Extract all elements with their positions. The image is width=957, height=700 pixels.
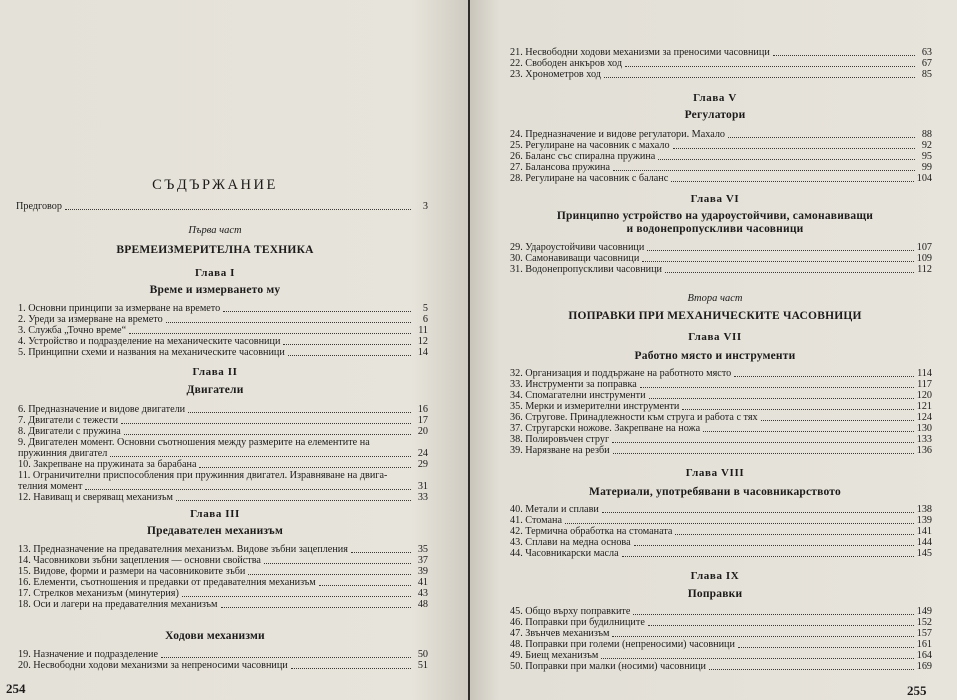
toc-entry-page: 130 [916, 423, 932, 434]
toc-entry-title: 41. Стомана [510, 515, 563, 526]
dot-leader [622, 548, 914, 557]
toc-entry [510, 412, 932, 423]
toc-entry-page: 139 [916, 515, 932, 526]
dot-leader [65, 201, 411, 210]
toc-entry-page: 39 [417, 566, 428, 577]
toc-entry-title: 7. Двигатели с тежести [18, 415, 119, 426]
toc-entry-title: 3. Служба „Точно време“ [18, 325, 127, 336]
toc-entry [18, 415, 428, 426]
toc-entry [510, 379, 932, 390]
dot-leader [85, 481, 411, 490]
toc-entry-page: 16 [417, 404, 428, 415]
toc-entry-title: 14. Часовникови зъбни зацепления — основни свойства [18, 555, 261, 566]
dot-leader [673, 140, 915, 149]
toc-entry [510, 661, 932, 672]
chapter-1-label: Глава I [194, 267, 236, 279]
toc-entry [18, 404, 428, 415]
toc-entry-title: 38. Полировъчен струг [510, 434, 610, 445]
toc-entry-title: 47. Звънчев механизъм [510, 628, 610, 639]
chapter-2-label: Глава II [192, 366, 238, 378]
toc-entry-title: 45. Общо върху поправките [510, 606, 631, 617]
toc-entry-page: 5 [422, 303, 428, 314]
toc-entry [510, 151, 932, 162]
toc-entry-title: 9. Двигателен момент. Основни съотношения между размерите на елементите на [18, 437, 370, 448]
dot-leader [248, 566, 411, 575]
toc-entry-title: 44. Часовникарски масла [510, 548, 619, 559]
toc-entry [510, 242, 932, 253]
dot-leader [161, 649, 411, 658]
chapter-3-title: Предавателен механизъм [146, 525, 283, 537]
toc-entry-page: 107 [916, 242, 932, 253]
toc-entry-page: 50 [417, 649, 428, 660]
toc-entry [510, 129, 932, 140]
toc-entry [510, 548, 932, 559]
toc-entry-page: 144 [916, 537, 932, 548]
toc-entry [510, 504, 932, 515]
toc-entry-title: 43. Сплави на медна основа [510, 537, 631, 548]
toc-entry-title: 48. Поправки при големи (непреносими) часовници [510, 639, 735, 650]
toc-entry [510, 628, 932, 639]
toc-entry-page: 149 [916, 606, 932, 617]
toc-entry [510, 639, 932, 650]
part-two-title: ПОПРАВКИ ПРИ МЕХАНИЧЕСКИТЕ ЧАСОВНИЦИ [568, 310, 862, 322]
toc-entry-title: 22. Свободен анкъров ход [510, 58, 623, 69]
toc-entry-title: 23. Хронометров ход [510, 69, 601, 80]
dot-leader [188, 404, 411, 413]
chapter-9-title: Поправки [687, 588, 743, 600]
toc-entry [18, 459, 428, 470]
toc-entry-title: 42. Термична обработка на стоманата [510, 526, 673, 537]
toc-entry [510, 526, 932, 537]
dot-leader [351, 544, 411, 553]
dot-leader [642, 253, 913, 262]
toc-entry-title: 13. Предназначение на предавателния механизъм. Видове зъбни зацепления [18, 544, 348, 555]
toc-entry-page: 124 [916, 412, 932, 423]
toc-entry [510, 47, 932, 58]
part-two-label: Втора част [687, 293, 743, 304]
toc-entry [18, 470, 428, 481]
dot-leader [110, 448, 411, 457]
dot-leader [121, 415, 411, 424]
chapter-5-label: Глава V [693, 92, 737, 104]
dot-leader [612, 628, 913, 637]
toc-entry-page: 136 [916, 445, 932, 456]
dot-leader [612, 434, 914, 443]
contents-title: СЪДЪРЖАНИЕ [152, 177, 278, 193]
dot-leader [602, 504, 914, 513]
toc-entry [18, 303, 428, 314]
dot-leader [738, 639, 914, 648]
dot-leader [682, 401, 913, 410]
toc-entry-title: 31. Водонепропускливи часовници [510, 264, 663, 275]
toc-entry-page: 33 [417, 492, 428, 503]
chapter-5-title: Регулатори [684, 109, 746, 121]
toc-entry-title: пружинния двигател [18, 448, 108, 459]
toc-entry [18, 649, 428, 660]
toc-entry-title: 24. Предназначение и видове регулатори. Махало [510, 129, 726, 140]
toc-entry [18, 599, 428, 610]
toc-entry-title: 26. Баланс със спирална пружина [510, 151, 656, 162]
dot-leader [671, 173, 913, 182]
toc-entry-page: 145 [916, 548, 932, 559]
dot-leader [613, 445, 914, 454]
toc-entry-title: телния момент [18, 481, 83, 492]
dot-leader [658, 151, 915, 160]
toc-entry [18, 588, 428, 599]
dot-leader [601, 650, 913, 659]
dot-leader [773, 47, 915, 56]
toc-entry-page: 20 [417, 426, 428, 437]
toc-entry-page: 99 [921, 162, 932, 173]
toc-entry-page: 121 [916, 401, 932, 412]
dot-leader [613, 162, 915, 171]
dot-leader [709, 661, 914, 670]
toc-entry-title: 30. Самонавиващи часовници [510, 253, 640, 264]
toc-entry-title: 15. Видове, форми и размери на часовниковите зъби [18, 566, 246, 577]
toc-entry-title: 12. Навиващ и сверяващ механизъм [18, 492, 173, 503]
toc-entry [18, 544, 428, 555]
toc-entry [510, 401, 932, 412]
dot-leader [604, 69, 915, 78]
dot-leader [633, 606, 913, 615]
toc-entry-page: 48 [417, 599, 428, 610]
toc-entry-title: 17. Стрелков механизъм (минутерия) [18, 588, 179, 599]
toc-entry-page: 112 [917, 264, 932, 275]
toc-entry-page: 169 [916, 661, 932, 672]
toc-entry [18, 492, 428, 503]
toc-entry-page: 109 [916, 253, 932, 264]
toc-entry-title: 8. Двигатели с пружина [18, 426, 121, 437]
toc-entry [510, 264, 932, 275]
chapter-7-title: Работно място и инструменти [634, 350, 796, 362]
toc-entry-page: 138 [916, 504, 932, 515]
toc-entry [510, 537, 932, 548]
toc-entry-page: 95 [921, 151, 932, 162]
toc-entry [510, 58, 932, 69]
toc-entry-page: 117 [917, 379, 932, 390]
dot-leader [264, 555, 411, 564]
toc-entry [18, 481, 428, 492]
toc-entry [510, 162, 932, 173]
toc-entry [510, 368, 932, 379]
toc-entry-title: 34. Спомагателни инструменти [510, 390, 646, 401]
dot-leader [649, 390, 914, 399]
dot-leader [761, 412, 914, 421]
toc-entry [18, 314, 428, 325]
toc-entry-page: 37 [417, 555, 428, 566]
toc-entry-title: Предговор [16, 201, 62, 212]
toc-entry [510, 617, 932, 628]
dot-leader [634, 537, 914, 546]
dot-leader [291, 660, 411, 669]
toc-entry-title: 4. Устройство и подразделение на механическите часовници [18, 336, 281, 347]
toc-entry [510, 434, 932, 445]
toc-entry-title: 27. Балансова пружина [510, 162, 610, 173]
dot-leader [166, 314, 411, 323]
toc-entry-title: 19. Назначение и подразделение [18, 649, 158, 660]
toc-entry-page: 17 [417, 415, 428, 426]
toc-entry [18, 555, 428, 566]
left-page [0, 0, 468, 700]
toc-entry-page: 67 [921, 58, 932, 69]
chapter-1-title: Време и измерването му [149, 284, 281, 296]
toc-entry [510, 606, 932, 617]
toc-entry-page: 43 [417, 588, 428, 599]
toc-entry-title: 39. Нарязване на резби [510, 445, 610, 456]
toc-entry-page: 120 [916, 390, 932, 401]
toc-entry [510, 173, 932, 184]
part-one-title: ВРЕМЕИЗМЕРИТЕЛНА ТЕХНИКА [116, 244, 314, 256]
toc-entry-title: 40. Метали и сплави [510, 504, 599, 515]
chapter-3-label: Глава III [190, 508, 240, 520]
dot-leader [283, 336, 411, 345]
toc-entry-title: 21. Несвободни ходови механизми за преносими часовници [510, 47, 770, 58]
dot-leader [647, 242, 913, 251]
toc-entry [18, 347, 428, 358]
toc-entry-page: 104 [916, 173, 932, 184]
toc-entry-page: 14 [417, 347, 428, 358]
toc-entry-page: 85 [921, 69, 932, 80]
toc-entry [510, 69, 932, 80]
toc-entry-title: 32. Организация и поддържане на работното място [510, 368, 732, 379]
dot-leader [728, 129, 915, 138]
toc-entry-page: 11 [418, 325, 428, 336]
toc-entry-page: 92 [921, 140, 932, 151]
dot-leader [176, 492, 411, 501]
folio-right: 255 [907, 683, 927, 698]
dot-leader [124, 426, 411, 435]
toc-entry [18, 336, 428, 347]
dot-leader [665, 264, 914, 273]
toc-entry-page: 152 [916, 617, 932, 628]
toc-entry-page: 41 [417, 577, 428, 588]
dot-leader [199, 459, 411, 468]
toc-entry-page: 51 [417, 660, 428, 671]
toc-entry [18, 660, 428, 671]
preface-entry [16, 201, 428, 212]
toc-entry-title: 35. Мерки и измерителни инструменти [510, 401, 680, 412]
toc-entry-title: 5. Принципни схеми и названия на механическите часовници [18, 347, 285, 358]
toc-entry-title: 1. Основни принципи за измерване на времето [18, 303, 221, 314]
part-one-label: Първа част [188, 225, 242, 236]
toc-entry-page: 88 [921, 129, 932, 140]
dot-leader [734, 368, 914, 377]
toc-entry-title: 36. Стругове. Принадлежности към струга и работа с тях [510, 412, 758, 423]
toc-entry-page: 24 [417, 448, 428, 459]
toc-entry-title: 11. Ограничителни приспособления при пружинния двигател. Изравняване на двига- [18, 470, 388, 481]
toc-entry-page: 114 [917, 368, 932, 379]
toc-entry [510, 650, 932, 661]
dot-leader [565, 515, 914, 524]
toc-entry-title: 10. Закрепване на пружината за барабана [18, 459, 197, 470]
toc-entry-page: 35 [417, 544, 428, 555]
toc-entry-title: 16. Елементи, съотношения и предавки от предавателния механизъм [18, 577, 316, 588]
toc-entry-title: 2. Уреди за измерване на времето [18, 314, 163, 325]
toc-entry-page: 12 [417, 336, 428, 347]
dot-leader [221, 599, 412, 608]
toc-entry-title: 25. Регулиране на часовник с махало [510, 140, 670, 151]
toc-entry [18, 448, 428, 459]
toc-entry-page: 141 [916, 526, 932, 537]
toc-entry [18, 566, 428, 577]
toc-entry-page: 164 [916, 650, 932, 661]
dot-leader [182, 588, 411, 597]
toc-entry-title: 49. Биещ механизъм [510, 650, 599, 661]
dot-leader [640, 379, 914, 388]
chapter-7-label: Глава VII [688, 331, 742, 343]
toc-entry [18, 437, 428, 448]
dot-leader [288, 347, 411, 356]
toc-entry-title: 46. Поправки при будилниците [510, 617, 645, 628]
toc-entry-title: 37. Стругарски ножове. Закрепване на ножа [510, 423, 701, 434]
chapter-6-title-line2: и водонепропускливи часовници [626, 223, 804, 235]
toc-entry-page: 6 [422, 314, 428, 325]
toc-entry-title: 33. Инструменти за поправка [510, 379, 637, 390]
dot-leader [675, 526, 913, 535]
toc-entry [18, 426, 428, 437]
toc-entry-page: 3 [422, 201, 428, 212]
toc-entry-title: 20. Несвободни ходови механизми за непреносими часовници [18, 660, 288, 671]
toc-entry [18, 325, 428, 336]
toc-entry-page: 157 [916, 628, 932, 639]
toc-entry [510, 253, 932, 264]
toc-entry-title: 18. Оси и лагери на предавателния механизъм [18, 599, 218, 610]
chapter-6-label: Глава VI [690, 193, 740, 205]
dot-leader [703, 423, 914, 432]
folio-left: 254 [6, 681, 26, 696]
toc-entry [510, 423, 932, 434]
chapter-6-title-line1: Принципно устройство на удароустойчиви, самонавиващи [556, 210, 874, 222]
chapter-4-title: Ходови механизми [165, 630, 265, 642]
toc-entry [510, 390, 932, 401]
toc-entry-title: 28. Регулиране на часовник с баланс [510, 173, 669, 184]
toc-entry-page: 29 [417, 459, 428, 470]
toc-entry [510, 445, 932, 456]
toc-entry [510, 515, 932, 526]
dot-leader [319, 577, 411, 586]
toc-entry-page: 133 [916, 434, 932, 445]
toc-entry [18, 577, 428, 588]
toc-entry-page: 63 [921, 47, 932, 58]
chapter-2-title: Двигатели [186, 384, 244, 396]
toc-entry-page: 161 [916, 639, 932, 650]
toc-entry-title: 6. Предназначение и видове двигатели [18, 404, 186, 415]
toc-entry-title: 29. Удароустойчиви часовници [510, 242, 645, 253]
dot-leader [223, 303, 411, 312]
toc-entry-title: 50. Поправки при малки (носими) часовници [510, 661, 707, 672]
dot-leader [129, 325, 411, 334]
chapter-9-label: Глава IX [690, 570, 740, 582]
dot-leader [625, 58, 915, 67]
toc-entry-page: 31 [417, 481, 428, 492]
right-page [470, 0, 957, 700]
chapter-8-label: Глава VIII [685, 467, 745, 479]
toc-entry [510, 140, 932, 151]
chapter-8-title: Материали, употребявани в часовникарството [589, 486, 841, 498]
dot-leader [648, 617, 914, 626]
